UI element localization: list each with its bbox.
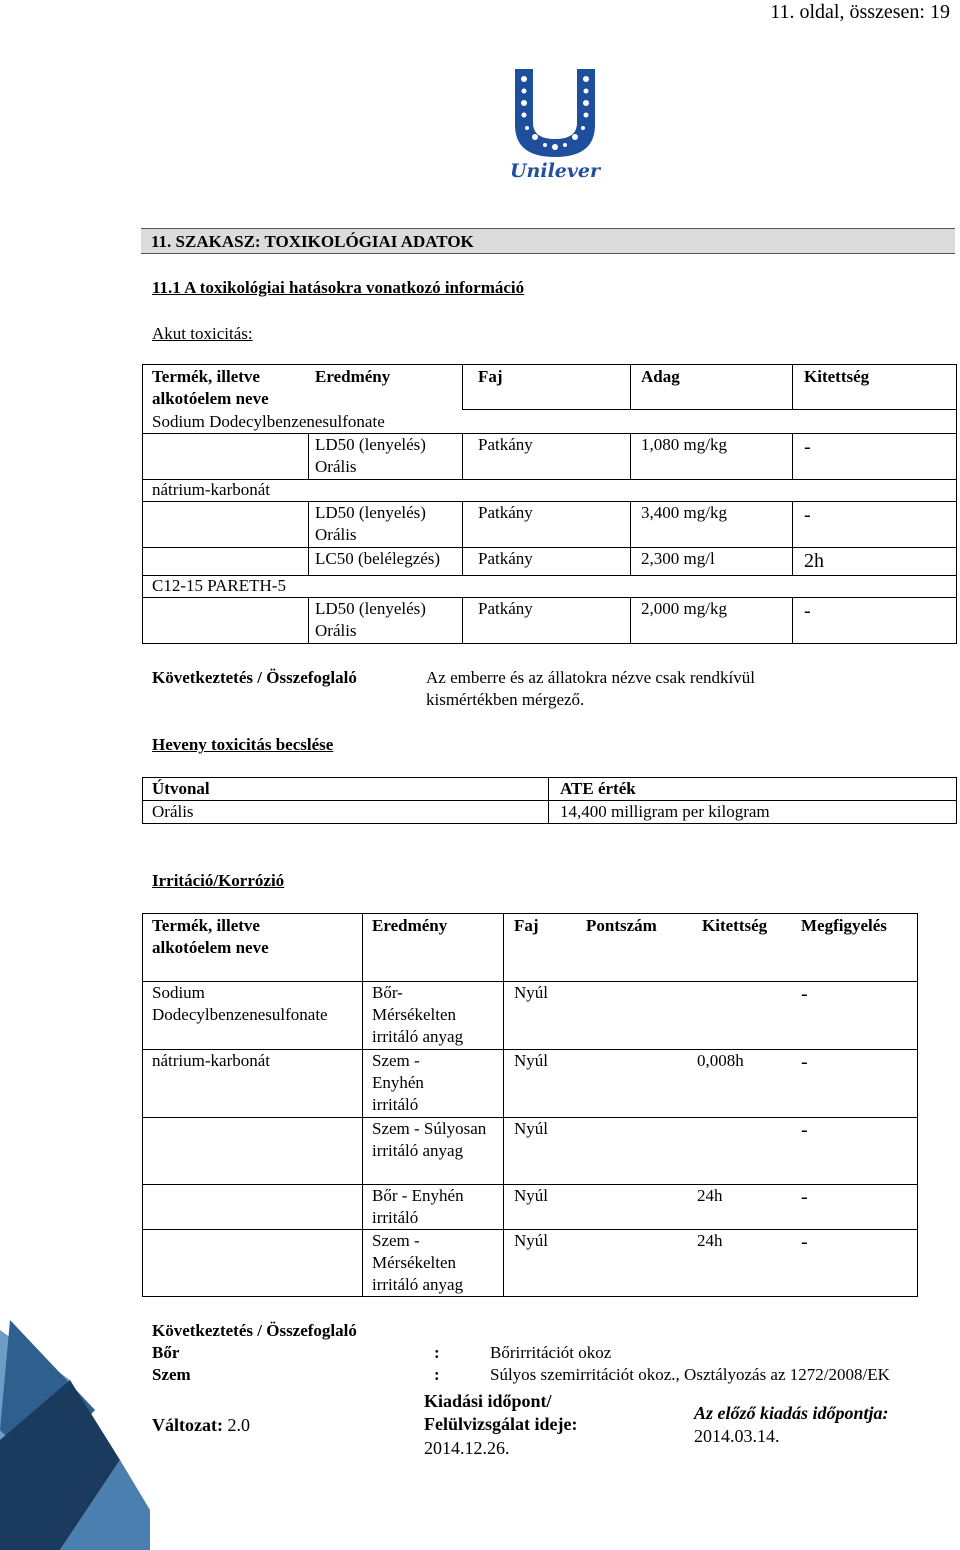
irr-observation: -: [801, 1119, 808, 1141]
substance-name: Sodium Dodecylbenzenesulfonate: [152, 412, 385, 431]
unilever-logo: [503, 65, 608, 183]
prev-issue-label: Az előző kiadás időpontja:: [694, 1403, 889, 1423]
ate-route: Orális: [152, 802, 194, 821]
subsection-title: 11.1 A toxikológiai hatásokra vonatkozó információ: [152, 278, 525, 297]
substance-name: C12-15 PARETH-5: [152, 576, 286, 595]
irr-exposure: 24h: [697, 1231, 723, 1250]
result-cell: LD50 (lenyelés) Orális: [315, 503, 426, 544]
conclusion-label: Következtetés / Összefoglaló: [152, 668, 357, 687]
species-cell: Patkány: [478, 435, 533, 454]
irr-species: Nyúl: [514, 1231, 548, 1250]
prev-issue-date: 2014.03.14.: [694, 1426, 780, 1446]
result-cell: LD50 (lenyelés) Orális: [315, 435, 426, 476]
irr-exposure: 0,008h: [697, 1051, 744, 1070]
section-title: 11. SZAKASZ: TOXIKOLÓGIAI ADATOK: [151, 232, 474, 251]
irr-observation: -: [801, 1186, 808, 1208]
exposure-cell: -: [804, 436, 811, 458]
irr-name: Sodium Dodecylbenzenesulfonate: [152, 983, 328, 1024]
unilever-u-icon: [503, 65, 608, 183]
exposure-cell: -: [804, 600, 811, 622]
version-value: 2.0: [227, 1415, 250, 1435]
svg-text:Unilever: Unilever: [509, 160, 601, 182]
irr-col-exposure: Kitettség: [702, 916, 768, 935]
section-header: [141, 228, 955, 254]
ate-value: 14,400 milligram per kilogram: [560, 802, 770, 821]
irr-observation: -: [801, 1051, 808, 1073]
irr-col-observation: Megfigyelés: [801, 916, 887, 935]
irr-result: Bőr- Mérsékelten irritáló anyag: [372, 983, 464, 1046]
conclusion2-skin-label: Bőr: [152, 1343, 180, 1362]
irr-exposure: 24h: [697, 1186, 723, 1205]
col-header-dose: Adag: [641, 367, 680, 386]
irr-name: nátrium-karbonát: [152, 1051, 271, 1070]
conclusion2-eye-text: Súlyos szemirritációt okoz., Osztályozás az 1272/2008/EK: [490, 1365, 890, 1384]
col-header-result: Eredmény: [315, 367, 391, 386]
dose-cell: 2,000 mg/kg: [641, 599, 727, 618]
version-label: Változat:: [152, 1415, 223, 1435]
irr-result: Szem - Súlyosan irritáló anyag: [372, 1119, 487, 1160]
irr-species: Nyúl: [514, 1119, 548, 1138]
exposure-cell: 2h: [804, 550, 824, 572]
result-cell: LD50 (lenyelés) Orális: [315, 599, 426, 640]
irr-result: Bőr - Enyhén irritáló: [372, 1186, 464, 1227]
ate-col-value: ATE érték: [560, 779, 636, 798]
irr-species: Nyúl: [514, 983, 548, 1002]
conclusion2-eye-label: Szem: [152, 1365, 191, 1384]
decorative-corner-shapes: [0, 1320, 150, 1550]
conclusion2-skin-sep: :: [434, 1343, 440, 1362]
conclusion-text: Az emberre és az állatokra nézve csak rendkívül kismértékben mérgező.: [426, 668, 755, 709]
col-header-exposure: Kitettség: [804, 367, 870, 386]
irr-col-score: Pontszám: [586, 916, 657, 935]
irr-result: Szem - Mérsékelten irritáló anyag: [372, 1231, 464, 1294]
irr-result: Szem - Enyhén irritáló: [372, 1051, 424, 1114]
dose-cell: 2,300 mg/l: [641, 549, 715, 568]
irr-observation: -: [801, 1231, 808, 1253]
conclusion2-label: Következtetés / Összefoglaló: [152, 1321, 357, 1340]
conclusion2-eye-sep: :: [434, 1365, 440, 1384]
species-cell: Patkány: [478, 549, 533, 568]
species-cell: Patkány: [478, 503, 533, 522]
version: [152, 1414, 250, 1436]
ate-col-route: Útvonal: [152, 779, 210, 798]
page-number: 11. oldal, összesen: 19: [770, 1, 950, 23]
irr-species: Nyúl: [514, 1051, 548, 1070]
irr-col-species: Faj: [514, 916, 539, 935]
col-header-species: Faj: [478, 367, 503, 386]
dose-cell: 3,400 mg/kg: [641, 503, 727, 522]
col-header-name: Termék, illetve alkotóelem neve: [152, 367, 269, 408]
irr-col-result: Eredmény: [372, 916, 448, 935]
species-cell: Patkány: [478, 599, 533, 618]
irr-species: Nyúl: [514, 1186, 548, 1205]
exposure-cell: -: [804, 504, 811, 526]
substance-name: nátrium-karbonát: [152, 480, 271, 499]
conclusion2-skin-text: Bőrirritációt okoz: [490, 1343, 612, 1362]
dose-cell: 1,080 mg/kg: [641, 435, 727, 454]
acute-heading: Akut toxicitás:: [152, 324, 253, 343]
issue-date: 2014.12.26.: [424, 1438, 510, 1458]
issue-label: Kiadási időpont/ Felülvizsgálat ideje:: [424, 1391, 578, 1434]
irr-col-name: Termék, illetve alkotóelem neve: [152, 916, 269, 957]
result-cell: LC50 (belélegzés): [315, 549, 441, 568]
irritation-heading: Irritáció/Korrózió: [152, 871, 285, 890]
irr-observation: -: [801, 983, 808, 1005]
ate-heading: Heveny toxicitás becslése: [152, 735, 334, 754]
